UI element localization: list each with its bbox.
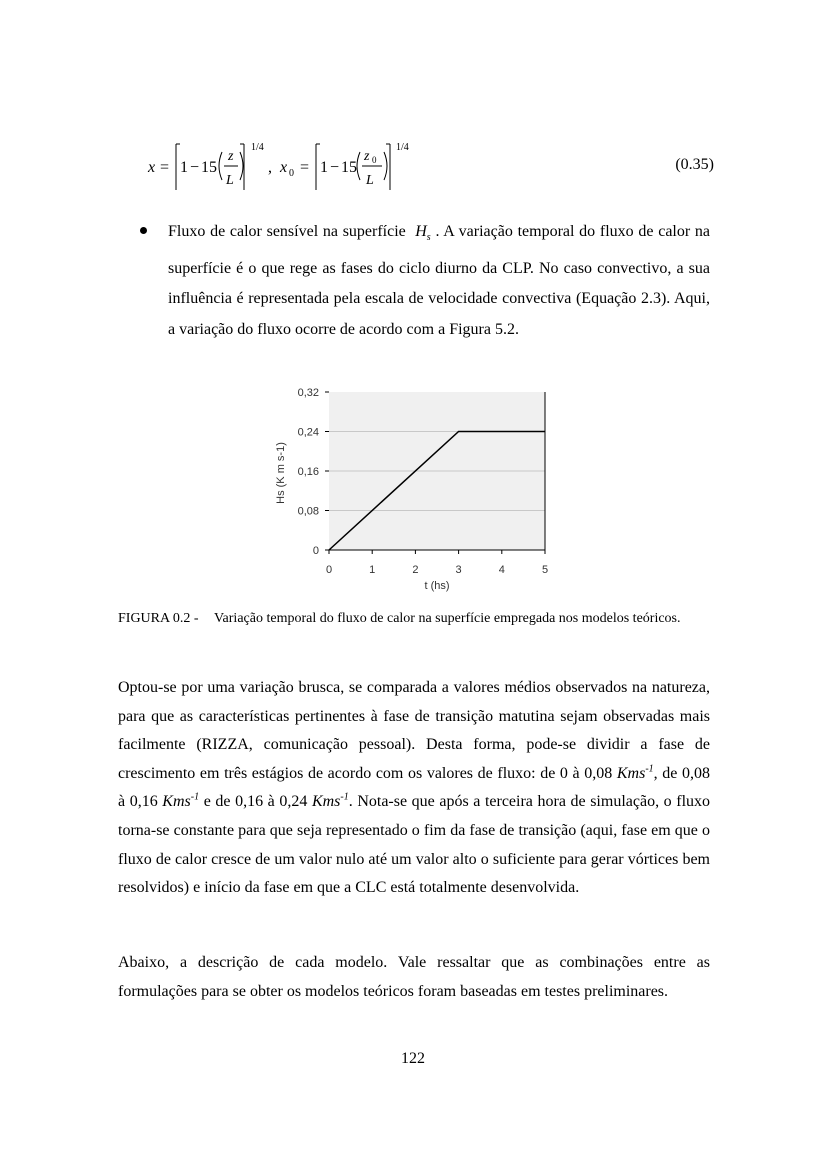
x-tick-label: 2 <box>412 564 419 576</box>
eq-L-1: L <box>226 173 234 188</box>
eq-minus-2: − <box>330 159 340 176</box>
eq-paren-right-1 <box>240 152 243 180</box>
equation-0-35 <box>148 138 714 194</box>
eq-L-2: L <box>366 173 374 188</box>
x-tick-label: 0 <box>325 564 333 576</box>
eq-paren-left-2 <box>357 152 360 180</box>
p1-unit2: Kms <box>162 793 191 811</box>
x-tick-label: 4 <box>498 564 505 576</box>
p1-part2: , de 0,08 à 0,16 <box>118 764 711 811</box>
page-number: 122 <box>401 1050 425 1067</box>
p1-sup2: -1 <box>190 792 200 804</box>
p1-unit1: Kms <box>616 764 646 782</box>
eq-exponent-2: 1/4 <box>396 142 409 153</box>
symbol-hs <box>415 223 431 244</box>
equation-number: (0.35) <box>675 156 714 173</box>
y-tick-label: 0,32 <box>297 387 319 399</box>
paragraph-2: Abaixo, a descrição de cada modelo. Vale ressaltar que as combinações entre as formulações para se obter os modelos teóricos foram baseadas em testes preliminares. <box>118 954 710 1000</box>
symbol-hs-main: H <box>415 223 427 240</box>
eq-paren-right-2 <box>384 152 387 180</box>
eq-one-1: 1 <box>180 159 188 176</box>
p1-part1: Optou-se por uma variação brusca, se comparada a valores médios observados na natureza, para que as características pertinentes à fase de transição matutina sejam observadas mais facilmente (RIZZA, comunicação pessoal). Desta forma, pode-se dividir a fase de crescimento em três estágios de acordo com os valores de fluxo: de 0 à 0,08 <box>118 679 710 782</box>
y-tick-label: 0,16 <box>297 466 319 478</box>
eq-equals-2: = <box>300 159 310 176</box>
y-tick-label: 0,24 <box>297 426 319 439</box>
p1-part4: . Nota-se que após a terceira hora de simulação, o fluxo torna-se constante para que seja representado o fim da fase de transição (aqui, fase em que o fluxo de calor cresce de um valor nulo até um valor alto o suficiente para gerar vórtices bem resolvidos) e início da fase em que a CLC está totalmente desenvolvida. <box>118 793 711 897</box>
y-axis-label: Hs (K m s-1) <box>275 442 287 504</box>
bullet-text-rest: . A variação temporal do fluxo de calor na superfície é o que rege as fases do ciclo diurno da CLP. No caso convectivo, a sua influência é representada pela escala de velocidade convectiva (Equação 2.3). Aqui, a variação do fluxo ocorre de acordo com a Figura 5.2. <box>168 223 711 338</box>
eq-fifteen-1: 15 <box>201 159 217 176</box>
eq-x0: x <box>280 159 288 176</box>
x-axis-label: t (hs) <box>424 580 450 592</box>
eq-x0-sub: 0 <box>289 168 294 179</box>
eq-equals-1: = <box>160 159 170 176</box>
symbol-hs-sub: s <box>426 232 431 244</box>
eq-exponent-1: 1/4 <box>251 142 264 153</box>
eq-one-2: 1 <box>320 159 328 176</box>
x-tick-label: 3 <box>455 564 462 576</box>
eq-minus-1: − <box>190 159 200 176</box>
eq-paren-left-1 <box>219 152 222 180</box>
eq-x: x <box>148 159 156 176</box>
y-tick-label: 0 <box>312 545 319 557</box>
eq-z0-sub: 0 <box>372 155 377 165</box>
eq-fifteen-2: 15 <box>341 159 357 176</box>
x-tick-label: 1 <box>369 564 376 576</box>
caption-label: FIGURA 0.2 - <box>118 611 199 626</box>
eq-z-1: z <box>228 149 234 164</box>
y-tick-label: 0,08 <box>297 505 319 518</box>
p1-sup1: -1 <box>645 763 654 775</box>
caption-text: Variação temporal do fluxo de calor na superfície empregada nos modelos teóricos. <box>214 611 681 626</box>
eq-comma: , <box>268 159 272 176</box>
flux-chart-svg <box>270 380 560 600</box>
bullet-text-start: Fluxo de calor sensível na superfície <box>168 223 406 240</box>
p1-unit3: Kms <box>311 793 341 811</box>
x-tick-label: 5 <box>541 564 549 576</box>
p1-part3: e de 0,16 à 0,24 <box>203 793 308 811</box>
paragraph-1 <box>118 674 710 903</box>
p1-sup3: -1 <box>340 792 349 804</box>
flux-chart <box>270 380 560 600</box>
bullet-text <box>168 217 710 345</box>
eq-z0: z <box>364 149 370 164</box>
equation-graphic <box>148 138 714 194</box>
bullet-icon <box>140 227 147 234</box>
